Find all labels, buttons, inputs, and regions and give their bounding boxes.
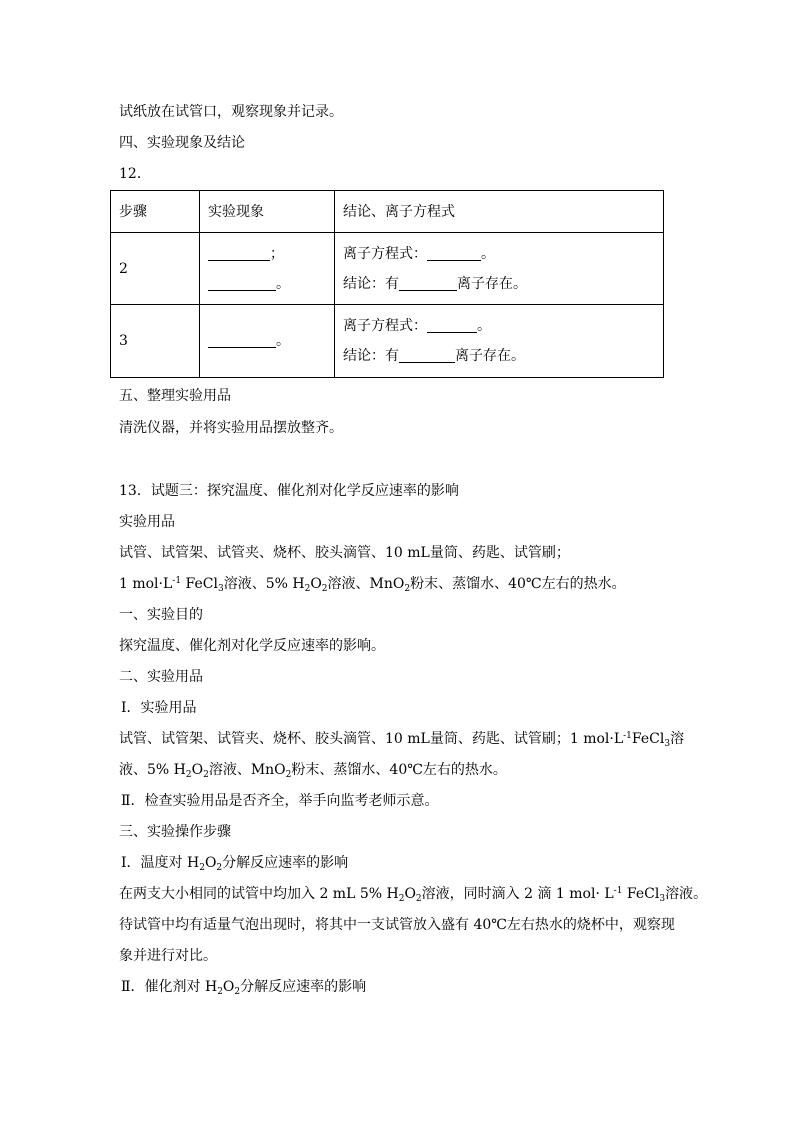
text-line: 探究温度、催化剂对化学反应速率的影响。 bbox=[119, 638, 385, 654]
text-line: 1 $mol\cdot L^{-1}$ FeCl$_3$溶液、5% $H_2O_2$溶液、MnO$_2$粉末、蒸馏水、40℃左右的热水。 bbox=[119, 576, 626, 594]
table-header-row bbox=[111, 191, 664, 233]
conclusion-cell: 离子方程式： 。 结论：有 离子存在。 bbox=[335, 305, 664, 378]
text-line: 液、5% $H_2O_2$溶液、MnO$_2$粉末、蒸馏水、40℃左右的热水。 bbox=[119, 762, 507, 780]
subheading: Ⅰ．温度对 $H_2O_2$分解反应速率的影响 bbox=[121, 855, 349, 873]
subheading: Ⅰ．实验用品 bbox=[121, 700, 197, 716]
section-heading: 五、整理实验用品 bbox=[119, 388, 231, 404]
section-heading: 四、实验现象及结论 bbox=[119, 135, 245, 151]
step-cell: 3 bbox=[111, 305, 200, 378]
subheading: Ⅱ．检查实验用品是否齐全，举手向监考老师示意。 bbox=[121, 793, 439, 809]
answer-blank[interactable] bbox=[208, 246, 270, 261]
answer-blank[interactable] bbox=[427, 318, 477, 333]
table-row bbox=[111, 233, 664, 305]
answer-blank[interactable] bbox=[208, 276, 276, 291]
text-line: 清洗仪器，并将实验用品摆放整齐。 bbox=[119, 420, 343, 436]
text-line: 象并进行对比。 bbox=[119, 948, 217, 964]
table-header-cell: 实验现象 bbox=[200, 191, 335, 233]
table-row bbox=[111, 305, 664, 378]
answer-blank[interactable] bbox=[427, 246, 481, 261]
section-heading: 三、实验操作步骤 bbox=[119, 824, 231, 840]
question-number: 12． bbox=[119, 166, 151, 182]
table-header-cell: 步骤 bbox=[111, 191, 200, 233]
observation-cell: ； 。 bbox=[200, 233, 335, 305]
step-cell: 2 bbox=[111, 233, 200, 305]
answer-blank[interactable] bbox=[399, 276, 457, 291]
conclusion-cell: 离子方程式： 。 结论：有 离子存在。 bbox=[335, 233, 664, 305]
subheading: 实验用品 bbox=[119, 514, 175, 530]
answer-blank[interactable] bbox=[399, 348, 455, 363]
section-heading: 一、实验目的 bbox=[119, 607, 203, 623]
text-line: 试管、试管架、试管夹、烧杯、胶头滴管、10 mL量筒、药匙、试管刷；1 $mol\cdot L^{-1}FeCl_3$溶 bbox=[119, 731, 685, 749]
observation-cell: 。 bbox=[200, 305, 335, 378]
table-header-cell: 结论、离子方程式 bbox=[335, 191, 664, 233]
text-line: 试管、试管架、试管夹、烧杯、胶头滴管、10 mL量筒、药匙、试管刷； bbox=[119, 545, 570, 561]
answer-blank[interactable] bbox=[208, 333, 276, 348]
experiment-table bbox=[110, 190, 664, 378]
text-line: 试纸放在试管口，观察现象并记录。 bbox=[119, 104, 343, 120]
text-line: 待试管中均有适量气泡出现时，将其中一支试管放入盛有 40℃左右热水的烧杯中，观察现 bbox=[119, 917, 675, 933]
subheading: Ⅱ．催化剂对 $H_2O_2$分解反应速率的影响 bbox=[121, 979, 367, 997]
section-heading: 二、实验用品 bbox=[119, 669, 203, 685]
text-line: 在两支大小相同的试管中均加入 2 mL 5% $H_2O_2$溶液，同时滴入 2 滴 1 $mol\cdot L^{-1}$ FeCl$_3$溶液。 bbox=[119, 886, 708, 904]
question-title: 13．试题三：探究温度、催化剂对化学反应速率的影响 bbox=[119, 483, 459, 499]
